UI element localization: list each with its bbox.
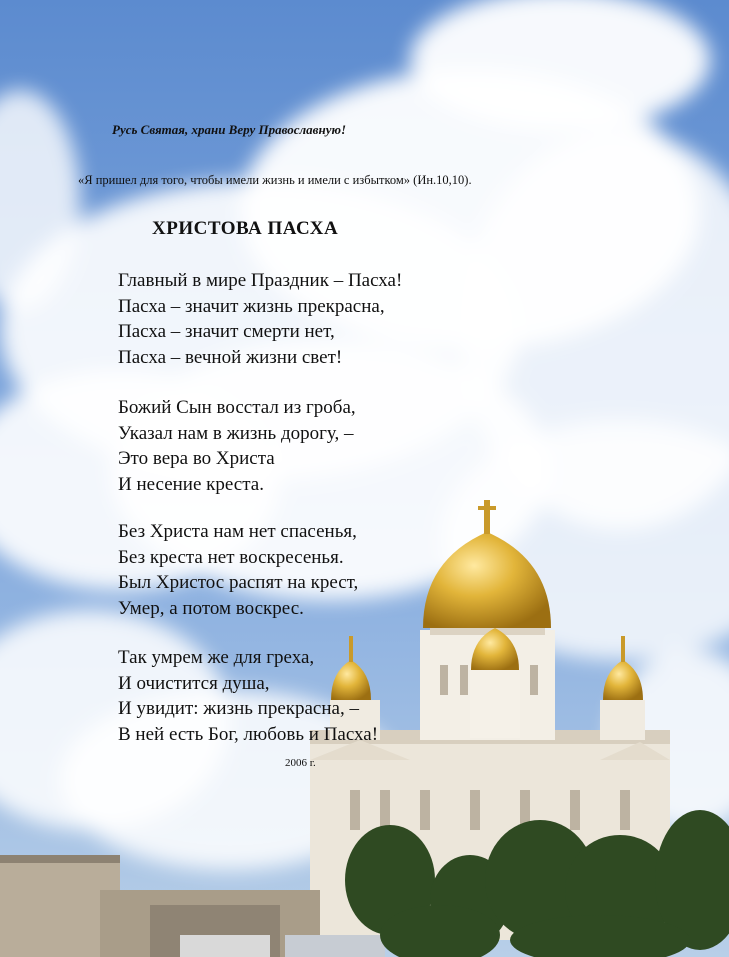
- poem-line: Пасха – вечной жизни свет!: [118, 346, 343, 368]
- poem-line: В ней есть Бог, любовь и Пасха!: [118, 723, 379, 745]
- poem-line: Пасха – значит жизнь прекрасна,: [118, 295, 385, 317]
- poem-line: Без Христа нам нет спасенья,: [118, 521, 357, 542]
- stanza-3: [118, 519, 358, 621]
- poem-line: Это вера во Христа: [118, 448, 275, 469]
- stanza-2: [118, 395, 356, 497]
- poem-line: И увидит: жизнь прекрасна, –: [118, 698, 359, 719]
- poem-line: Был Христос распят на крест,: [118, 572, 359, 593]
- poem-line: Умер, а потом воскрес.: [118, 597, 304, 619]
- poem-line: Главный в мире Праздник – Пасха!: [118, 270, 403, 291]
- poem-line: Пасха – значит смерти нет,: [118, 321, 335, 342]
- poem-line: И очистится душа,: [118, 672, 270, 694]
- epigraph-quote: «Я пришел для того, чтобы имели жизнь и имели с избытком» (Ин.10,10).: [78, 173, 472, 187]
- poem-title: ХРИСТОВА ПАСХА: [152, 218, 339, 239]
- poem-line: Без креста нет воскресенья.: [118, 546, 344, 568]
- poem-year: 2006 г.: [285, 757, 316, 769]
- stanza-1: [118, 268, 402, 370]
- poem-line: Божий Сын восстал из гроба,: [118, 397, 356, 418]
- motto: Русь Святая, храни Веру Православную!: [112, 122, 347, 137]
- stanza-4: [118, 645, 378, 747]
- poem-line: И несение креста.: [118, 473, 264, 495]
- poem-line: Указал нам в жизнь дорогу, –: [118, 422, 354, 444]
- poem-line: Так умрем же для греха,: [118, 647, 315, 668]
